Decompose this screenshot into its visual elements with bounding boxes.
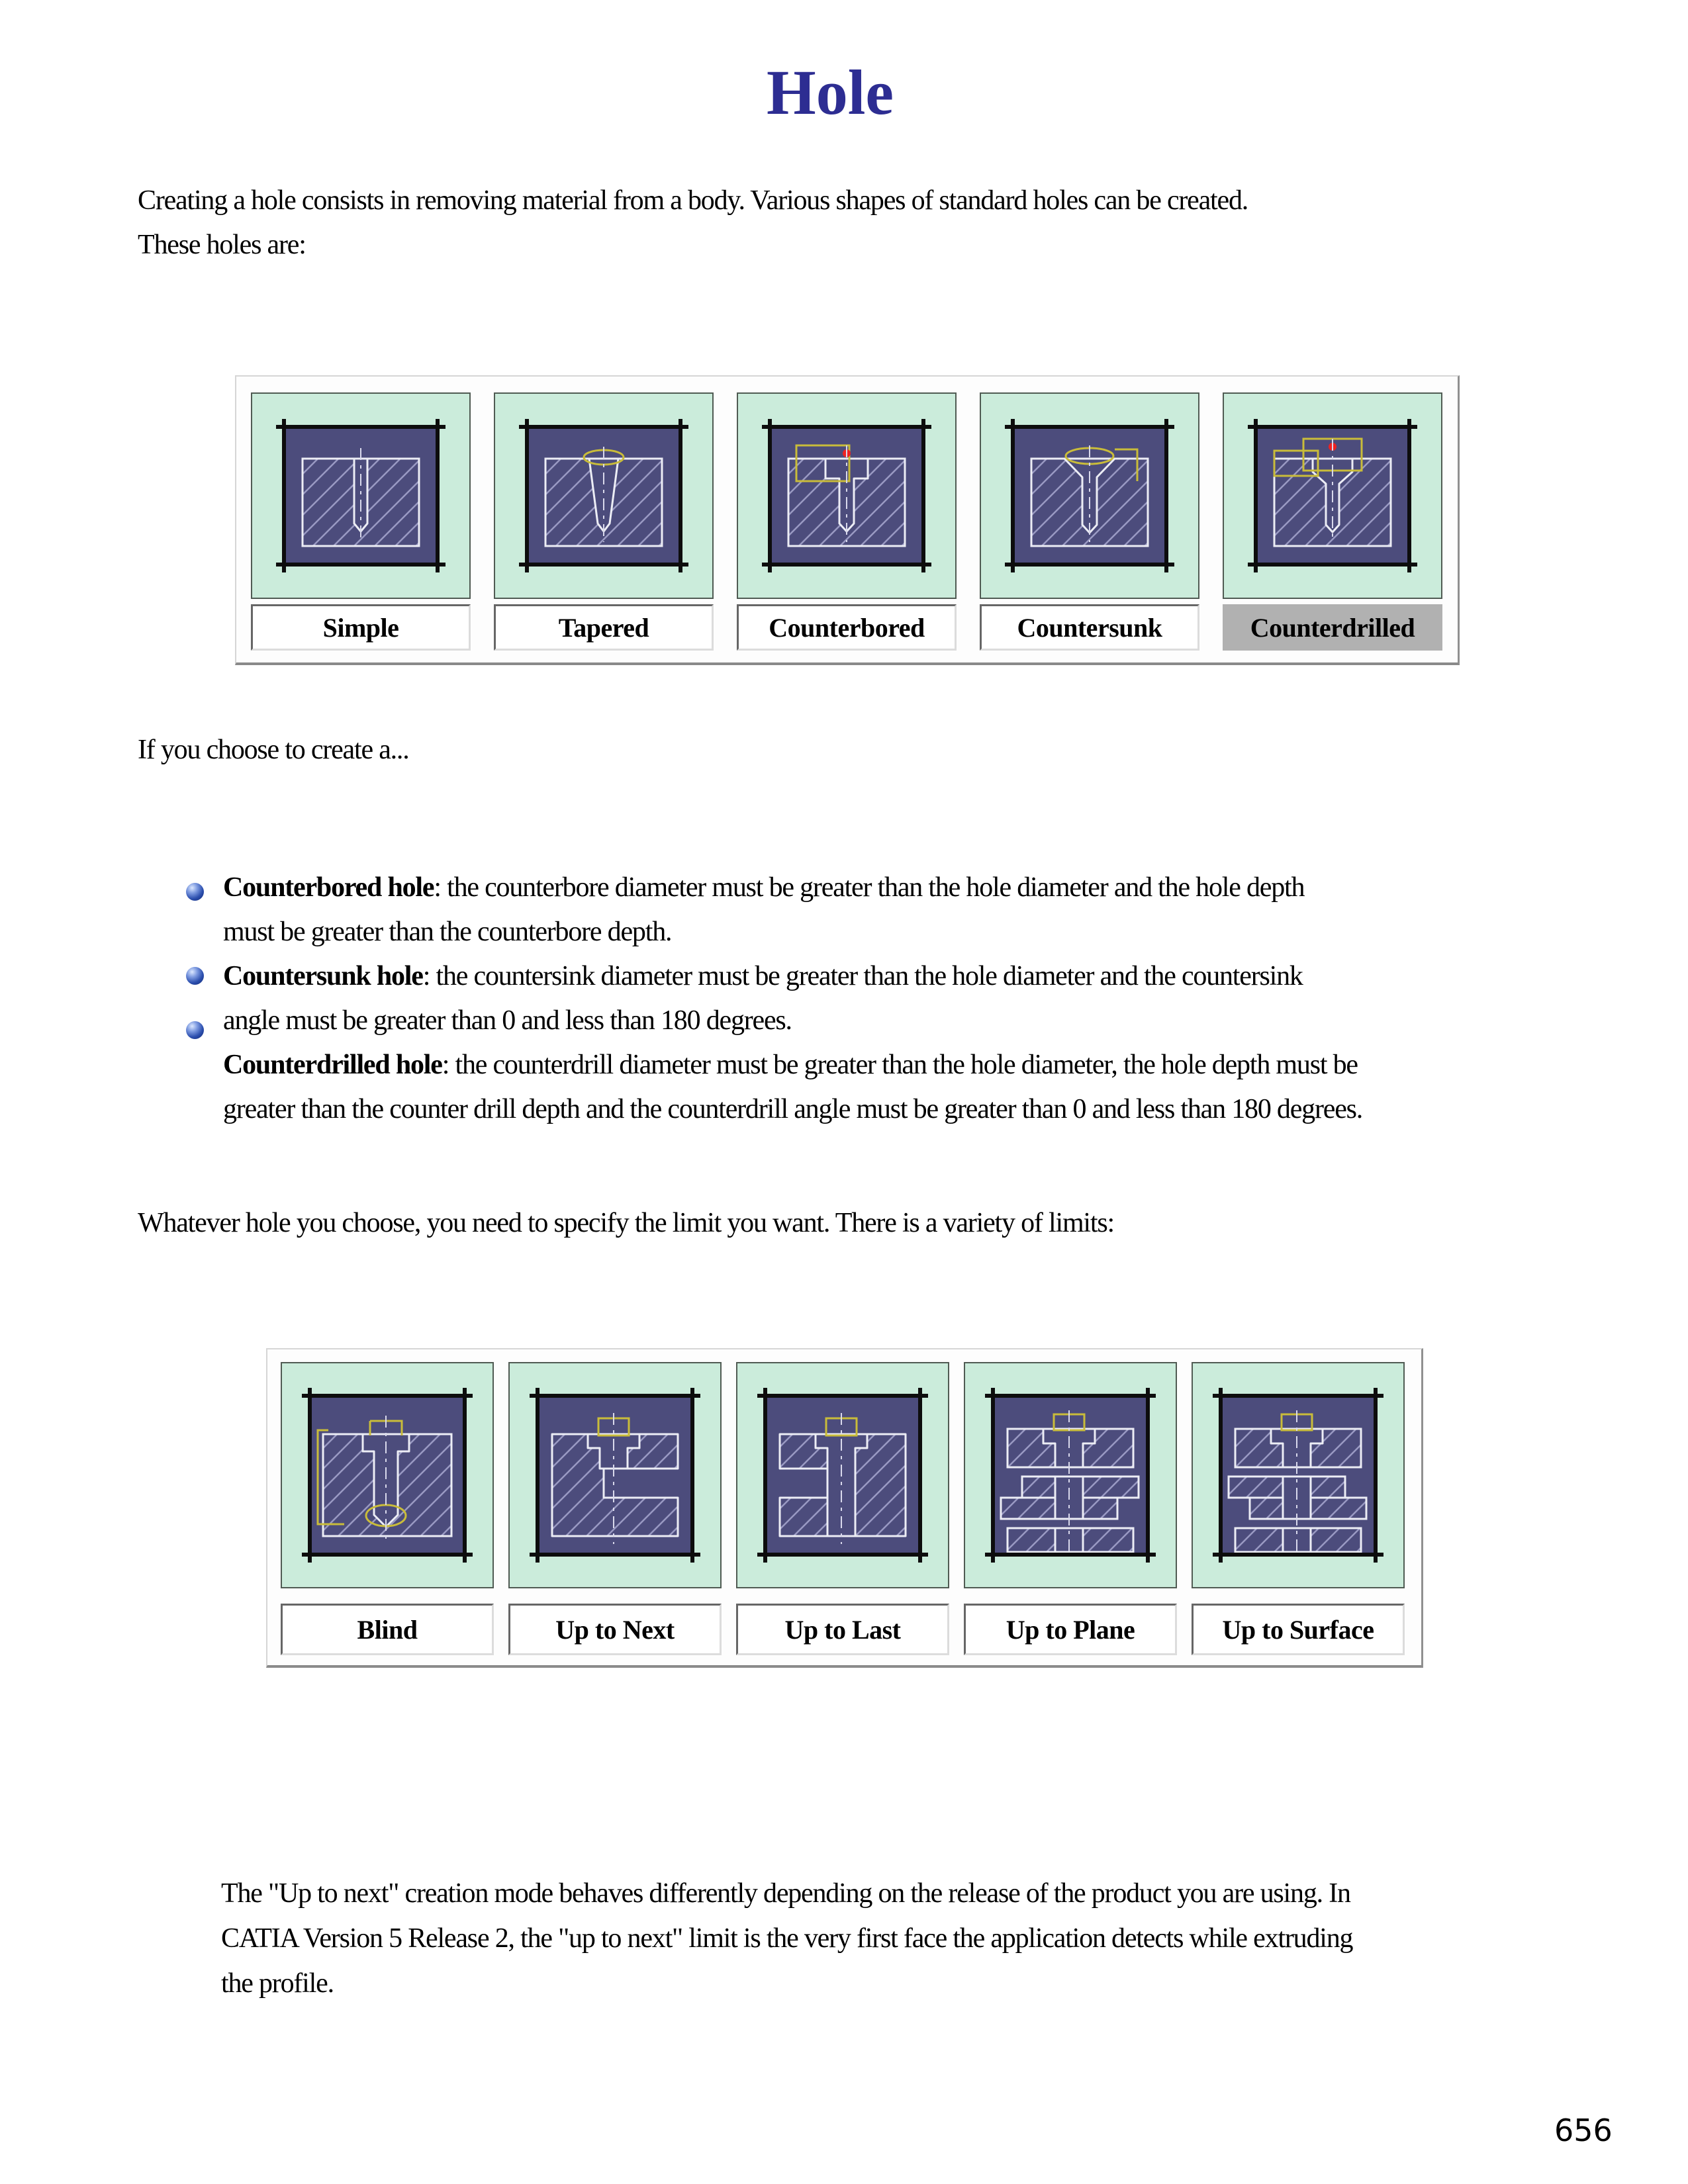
text-line: Creating a hole consists in removing material from a body. Various shapes of standard holes can be created. (138, 185, 1248, 216)
text-line: CATIA Version 5 Release 2, the "up to next" limit is the very first face the application detects while extruding (221, 1923, 1353, 1954)
hole-type-label: Countersunk (980, 604, 1199, 651)
limit-cell (964, 1349, 1177, 1665)
limit-label: Up to Surface (1192, 1604, 1405, 1655)
hole-type-label: Counterbored (737, 604, 957, 651)
text-line: the profile. (221, 1968, 334, 1999)
limit-label: Up to Next (508, 1604, 722, 1655)
hole-type-cell (980, 377, 1199, 662)
hole-type-label: Simple (251, 604, 471, 651)
limit-label: Up to Plane (964, 1604, 1177, 1655)
bullet-text-line: must be greater than the counterbore depth. (223, 917, 672, 947)
up-to-next-limit-diagram (508, 1362, 722, 1588)
intro-paragraph (138, 179, 1248, 267)
bullet-term: Countersunk hole (223, 961, 423, 991)
bullet-list (223, 866, 1362, 1132)
simple-hole-diagram (251, 392, 471, 599)
choose-line: If you choose to create a... (138, 735, 409, 765)
bullet-sphere-icon (186, 883, 204, 901)
tapered-hole-diagram (494, 392, 714, 599)
hole-type-cell (494, 377, 714, 662)
note-paragraph (221, 1871, 1352, 2006)
limits-intro-line: Whatever hole you choose, you need to specify the limit you want. There is a variety of limits: (138, 1208, 1114, 1238)
hole-type-cell (251, 377, 471, 662)
up-to-plane-limit-diagram (964, 1362, 1177, 1588)
bullet-text-line: Counterdrilled hole: the counterdrill diameter must be greater than the hole diameter, the hole depth must be (223, 1050, 1358, 1080)
up-to-surface-limit-diagram (1192, 1362, 1405, 1588)
blind-limit-diagram (281, 1362, 494, 1588)
limit-cell (736, 1349, 949, 1665)
hole-type-label: Counterdrilled (1223, 604, 1442, 651)
bullet-text-line: greater than the counter drill depth and the counterdrill angle must be greater than 0 and less than 180 degrees. (223, 1094, 1363, 1124)
hole-type-cell (737, 377, 957, 662)
counterbored-hole-diagram (737, 392, 957, 599)
page-title: Hole (767, 57, 894, 128)
page-number: 656 (1554, 2113, 1613, 2148)
text-line: These holes are: (138, 230, 306, 260)
hole-type-cell (1223, 377, 1442, 662)
limit-cell (281, 1349, 494, 1665)
bullet-term: Counterdrilled hole (223, 1050, 442, 1080)
limit-label: Up to Last (736, 1604, 949, 1655)
bullet-sphere-icon (186, 967, 204, 985)
up-to-last-limit-diagram (736, 1362, 949, 1588)
hole-type-label: Tapered (494, 604, 714, 651)
counterdrilled-hole-diagram (1223, 392, 1442, 599)
countersunk-hole-diagram (980, 392, 1199, 599)
bullet-sphere-icon (186, 1021, 204, 1039)
limit-label: Blind (281, 1604, 494, 1655)
hole-types-figure (235, 375, 1460, 665)
bullet-text-line: angle must be greater than 0 and less than 180 degrees. (223, 1005, 792, 1036)
bullet-text-line: Counterbored hole: the counterbore diameter must be greater than the hole diameter and the hole depth (223, 872, 1305, 903)
limit-cell (508, 1349, 722, 1665)
text-line: The "Up to next" creation mode behaves differently depending on the release of the product you are using. In (221, 1878, 1350, 1909)
bullet-term: Counterbored hole (223, 872, 434, 903)
limits-figure (266, 1348, 1423, 1668)
limit-cell (1192, 1349, 1405, 1665)
bullet-text-line: Countersunk hole: the countersink diameter must be greater than the hole diameter and the countersink (223, 961, 1303, 991)
